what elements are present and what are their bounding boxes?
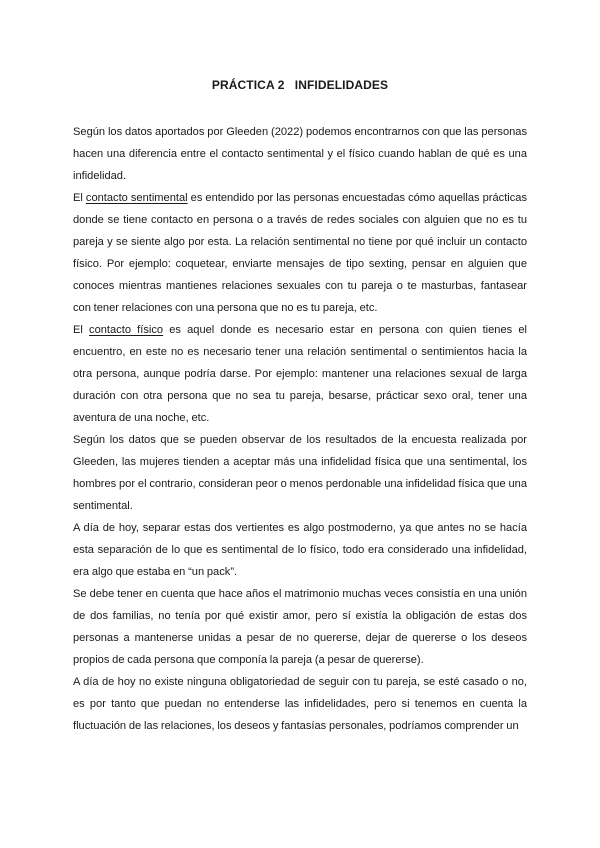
- term-contacto-fisico: contacto físico: [89, 324, 164, 336]
- paragraph-actualidad: [73, 671, 527, 737]
- paragraph-text: es aquel donde es necesario estar en persona con quien tienes el encuentro, en este no es necesario tener una relación sentimental o sentimientos hacia la otra persona, aunque podría darse. Por ejemplo: mantener una relaciones sexual de larga duración con otra persona que no sea tu pareja, besarse, prácticar sexo oral, tener una aventura de una noche, etc.: [73, 324, 527, 424]
- paragraph-lead: El: [73, 324, 90, 336]
- paragraph-contacto-fisico: [73, 319, 527, 429]
- paragraph-text: A día de hoy, separar estas dos vertientes es algo postmoderno, ya que antes no se hacía esta separación de lo que es sentimental de lo físico, todo era considerado una infidelidad, era algo que estaba en “un pack”.: [73, 522, 527, 578]
- paragraph-text: Según los datos aportados por Gleeden (2022) podemos encontrarnos con que las personas hacen una diferencia entre el contacto sentimental y el físico cuando hablan de qué es una infidelidad.: [73, 126, 527, 182]
- paragraph-intro: [73, 121, 527, 187]
- paragraph-resultados: [73, 429, 527, 517]
- paragraph-text: es entendido por las personas encuestadas cómo aquellas prácticas donde se tiene contacto en persona o a través de redes sociales con alguien que no es tu pareja y se siente algo por esta. La relación sentimental no tiene por qué incluir un contacto físico. Por ejemplo: coquetear, enviarte mensajes de tipo sexting, pensar en alguien que conoces mientras mantienes relaciones sexuales con tu pareja o te masturbas, fantasear con tener relaciones con una persona que no es tu pareja, etc.: [73, 192, 528, 314]
- paragraph-text: Se debe tener en cuenta que hace años el matrimonio muchas veces consistía en una unión de dos familias, no tenía por qué existir amor, pero sí existía la obligación de estas dos personas a mantenerse unidas a pesar de no quererse, dejar de quererse o los deseos propios de cada persona que componía la pareja (a pesar de quererse).: [73, 588, 527, 666]
- paragraph-postmoderno: [73, 517, 527, 583]
- paragraph-contacto-sentimental: [73, 187, 527, 319]
- document-title: PRÁCTICA 2 INFIDELIDADES: [211, 78, 389, 92]
- paragraph-matrimonio: [73, 583, 527, 671]
- paragraph-text: Según los datos que se pueden observar de los resultados de la encuesta realizada por Gleeden, las mujeres tienden a aceptar más una infidelidad física que una sentimental, los hombres por el contrario, consideran peor o menos perdonable una infidelidad física que una sentimental.: [73, 434, 527, 512]
- paragraph-text: A día de hoy no existe ninguna obligatoriedad de seguir con tu pareja, se esté casado o no, es por tanto que puedan no entenderse las infidelidades, pero si tenemos en cuenta la fluctuación de las relaciones, los deseos y fantasías personales, podríamos comprender un: [73, 676, 527, 732]
- paragraph-lead: El: [73, 192, 86, 204]
- term-contacto-sentimental: contacto sentimental: [85, 192, 188, 204]
